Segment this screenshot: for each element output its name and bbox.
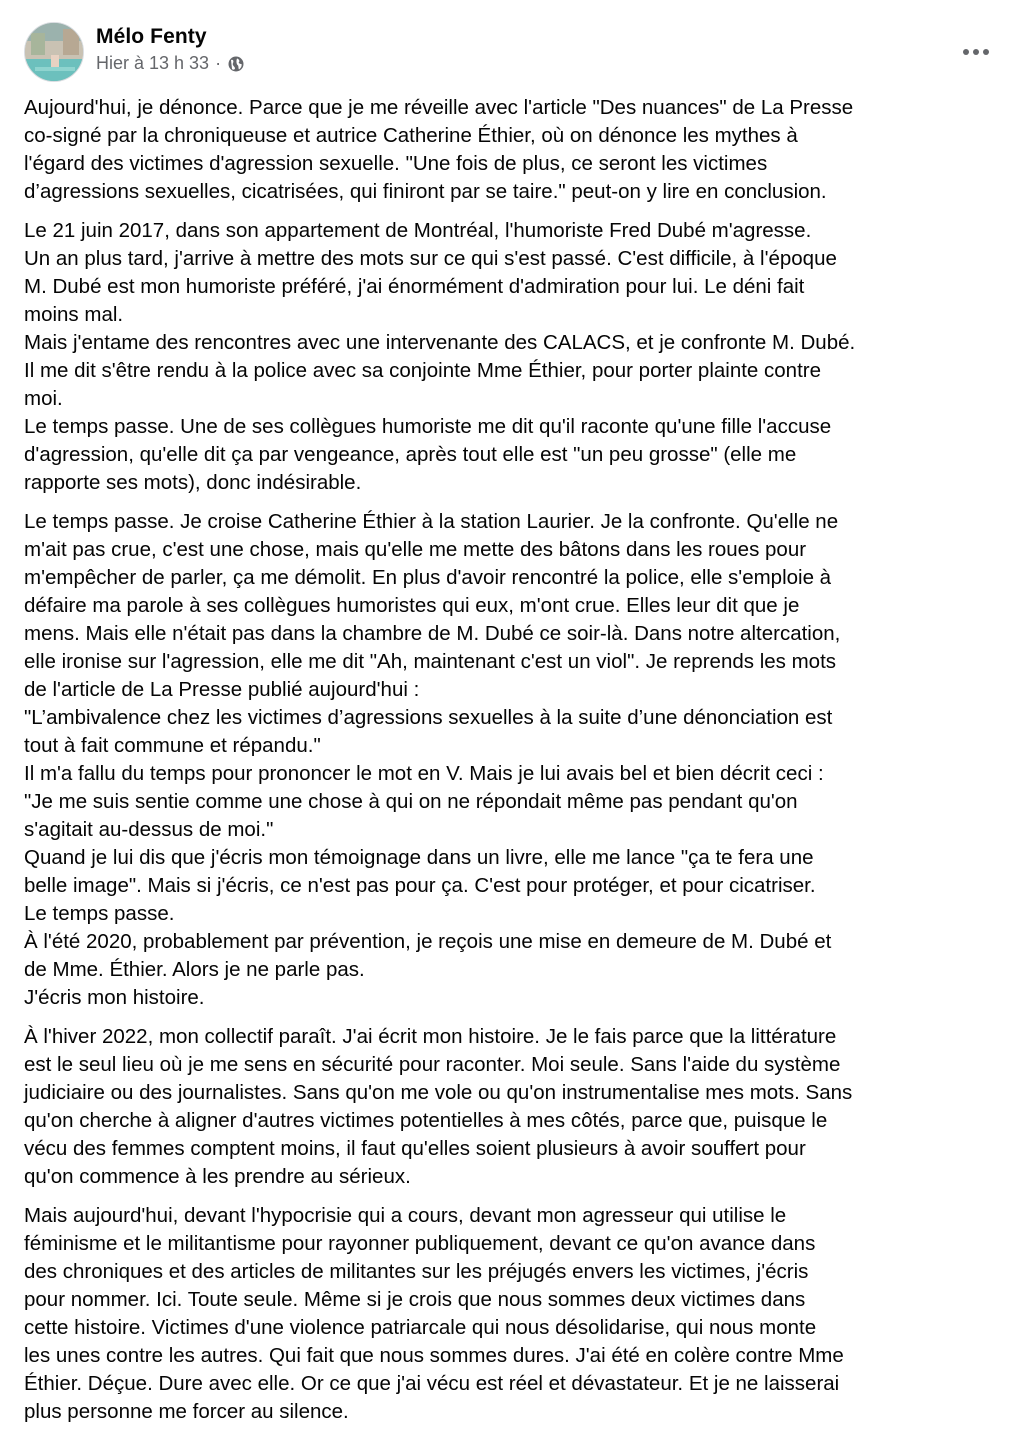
post-text-line: féminisme et le militantisme pour rayonner publiquement, devant ce qu'on avance dans: [24, 1232, 816, 1255]
post-text-line: Le 21 juin 2017, dans son appartement de Montréal, l'humoriste Fred Dubé m'agresse.: [24, 219, 812, 242]
post-paragraph: [24, 1023, 1014, 1191]
meta-separator: ·: [215, 53, 222, 73]
post-text-line: rapporte ses mots), donc indésirable.: [24, 471, 362, 494]
post-text-line: co-signé par la chroniqueuse et autrice Catherine Éthier, où on dénonce les mythes à: [24, 124, 798, 147]
post-text-line: défaire ma parole à ses collègues humoristes qui eux, m'ont crue. Elles leur dit que je: [24, 594, 800, 617]
post-text-line: À l'été 2020, probablement par prévention, je reçois une mise en demeure de M. Dubé et: [24, 930, 832, 953]
post-text-line: M. Dubé est mon humoriste préféré, j'ai énormément d'admiration pour lui. Le déni fait: [24, 275, 805, 298]
more-options-button[interactable]: [958, 34, 994, 70]
avatar-photo-icon: [25, 23, 84, 82]
post-text-line: Mais j'entame des rencontres avec une intervenante des CALACS, et je confronte M. Dubé.: [24, 331, 856, 354]
post-text-line: À l'hiver 2022, mon collectif paraît. J'ai écrit mon histoire. Je le fais parce que la littérature: [24, 1025, 837, 1048]
post-text-line: Le temps passe. Une de ses collègues humoriste me dit qu'il raconte qu'une fille l'accuse: [24, 415, 832, 438]
post-paragraph: [24, 217, 1014, 497]
post-text-line: Aujourd'hui, je dénonce. Parce que je me réveille avec l'article "Des nuances" de La Presse: [24, 96, 854, 119]
post-text-line: m'empêcher de parler, ça me démolit. En plus d'avoir rencontré la police, elle s'emploie à: [24, 566, 832, 589]
post-text-line: d’agressions sexuelles, cicatrisées, qui finiront par se taire." peut-on y lire en conclusion.: [24, 180, 827, 203]
post-paragraph: [24, 94, 1014, 206]
post-text-line: Le temps passe.: [24, 902, 175, 925]
post-text-line: de l'article de La Presse publié aujourd'hui :: [24, 678, 420, 701]
post-text-line: judiciaire ou des journalistes. Sans qu'on me vole ou qu'on instrumentalise mes mots. Sans: [24, 1081, 853, 1104]
post-text-line: vécu des femmes comptent moins, il faut qu'elles soient plusieurs à avoir souffert pour: [24, 1137, 806, 1160]
post-text-line: tout à fait commune et répandu.": [24, 734, 321, 757]
more-options-dot: [973, 49, 979, 55]
post-text-line: plus personne me forcer au silence.: [24, 1400, 349, 1423]
post-text-line: des chroniques et des articles de militantes sur les préjugés envers les victimes, j'écris: [24, 1260, 809, 1283]
post-text-line: moins mal.: [24, 303, 124, 326]
post-text-line: "Je me suis sentie comme une chose à qui on ne répondait même pas pendant qu'on: [24, 790, 798, 813]
avatar[interactable]: [24, 22, 84, 82]
post-text-line: moi.: [24, 387, 63, 410]
post-text-line: Il me dit s'être rendu à la police avec sa conjointe Mme Éthier, pour porter plainte contre: [24, 359, 821, 382]
post-text-line: s'agitait au-dessus de moi.": [24, 818, 274, 841]
post-text-line: Le temps passe. Je croise Catherine Éthier à la station Laurier. Je la confronte. Qu'elle ne: [24, 510, 839, 533]
post-text-line: m'ait pas crue, c'est une chose, mais qu'elle me mette des bâtons dans les roues pour: [24, 538, 807, 561]
post-text-line: belle image". Mais si j'écris, ce n'est pas pour ça. C'est pour protéger, et pour cicatriser.: [24, 874, 816, 897]
post-text-line: mens. Mais elle n'était pas dans la chambre de M. Dubé ce soir-là. Dans notre altercation,: [24, 622, 841, 645]
post-text-line: les unes contre les autres. Qui fait que nous sommes dures. J'ai été en colère contre Mme: [24, 1344, 844, 1367]
post-timestamp[interactable]: Hier à 13 h 33: [96, 53, 210, 73]
more-options-dot: [983, 49, 989, 55]
author-name[interactable]: Mélo Fenty: [96, 25, 207, 48]
post-text-line: l'égard des victimes d'agression sexuelle. "Une fois de plus, ce seront les victimes: [24, 152, 768, 175]
post-text-line: elle ironise sur l'agression, elle me dit "Ah, maintenant c'est un viol". Je reprends les mots: [24, 650, 837, 673]
post-meta: [96, 53, 245, 74]
post-text-line: est le seul lieu où je me sens en sécurité pour raconter. Moi seule. Sans l'aide du système: [24, 1053, 841, 1076]
more-options-dot: [963, 49, 969, 55]
post-text-line: d'agression, qu'elle dit ça par vengeance, après tout elle est "un peu grosse" (elle me: [24, 443, 797, 466]
post-text-line: qu'on commence à les prendre au sérieux.: [24, 1165, 411, 1188]
post-text-line: Un an plus tard, j'arrive à mettre des mots sur ce qui s'est passé. C'est difficile, à l'époque: [24, 247, 837, 270]
post-text-line: de Mme. Éthier. Alors je ne parle pas.: [24, 958, 365, 981]
post-text-line: "L’ambivalence chez les victimes d’agressions sexuelles à la suite d’une dénonciation est: [24, 706, 833, 729]
post-paragraph: [24, 1202, 1014, 1426]
post-header: [24, 22, 1000, 82]
post-text-line: J'écris mon histoire.: [24, 986, 205, 1009]
post-text-line: cette histoire. Victimes d'une violence patriarcale qui nous désolidarise, qui nous monte: [24, 1316, 817, 1339]
post-body: [24, 94, 1014, 1437]
post-text-line: pour nommer. Ici. Toute seule. Même si je crois que nous sommes deux victimes dans: [24, 1288, 806, 1311]
post-text-line: qu'on cherche à aligner d'autres victimes potentielles à mes côtés, parce que, puisque le: [24, 1109, 828, 1132]
post-text-line: Quand je lui dis que j'écris mon témoignage dans un livre, elle me lance "ça te fera une: [24, 846, 814, 869]
globe-icon[interactable]: [227, 55, 245, 73]
post-text-line: Éthier. Déçue. Dure avec elle. Or ce que j'ai vécu est réel et dévastateur. Et je ne laisserai: [24, 1372, 840, 1395]
post-text-line: Mais aujourd'hui, devant l'hypocrisie qui a cours, devant mon agresseur qui utilise le: [24, 1204, 787, 1227]
post-text-line: Il m'a fallu du temps pour prononcer le mot en V. Mais je lui avais bel et bien décrit ceci :: [24, 762, 824, 785]
post-paragraph: [24, 508, 1014, 1012]
